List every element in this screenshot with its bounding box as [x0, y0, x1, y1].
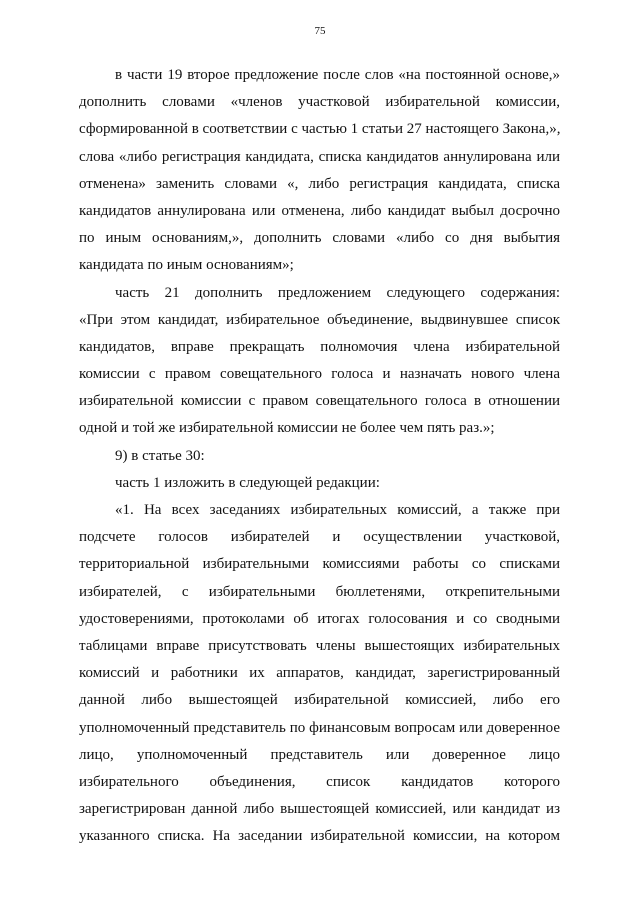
text-line: подсчете голосов избирателей и осуществлении участковой, — [79, 529, 560, 546]
paragraph-part-21 — [79, 280, 560, 443]
text-line: территориальной избирательными комиссиями работы со списками — [79, 556, 560, 573]
text-line: удостоверениями, протоколами об итогах голосования и со сводными — [79, 610, 560, 627]
text-line: отменена» заменить словами «, либо регистрация кандидата, списка — [79, 175, 560, 192]
document-body — [79, 62, 560, 850]
text-line: избирательного объединения, список кандидатов которого — [79, 773, 560, 790]
text-line: «При этом кандидат, избирательное объединение, выдвинувшее список — [79, 311, 560, 328]
paragraph-part-19 — [79, 62, 560, 280]
paragraph-part-1-text — [79, 497, 560, 850]
text-line: комиссии с правом совещательного голоса и назначать нового члена — [79, 366, 560, 383]
text-line: зарегистрирован данной либо вышестоящей комиссией, или кандидат из — [79, 801, 560, 818]
text-line: кандидатов аннулирована или отменена, либо кандидат выбыл досрочно — [79, 202, 560, 219]
text-line: в части 19 второе предложение после слов «на постоянной основе,» — [115, 67, 560, 83]
text-line: дополнить словами «членов участковой избирательной комиссии, — [79, 94, 560, 111]
text-line: часть 1 изложить в следующей редакции: — [115, 474, 380, 491]
text-line: часть 21 дополнить предложением следующего содержания: — [115, 284, 560, 301]
paragraph-article-30-heading — [79, 443, 560, 470]
text-line: комиссий и работники их аппаратов, кандидат, зарегистрированный — [79, 665, 560, 682]
text-line: избирательной комиссии с правом совещательного голоса в отношении — [79, 393, 560, 410]
text-line: 9) в статье 30: — [115, 447, 205, 464]
text-line: одной и той же избирательной комиссии не более чем пять раз.»; — [79, 420, 495, 437]
text-line: указанного списка. На заседании избирательной комиссии, на котором — [79, 828, 560, 845]
text-line: слова «либо регистрация кандидата, списка кандидатов аннулирована или — [79, 148, 560, 165]
text-line: кандидатов, вправе прекращать полномочия члена избирательной — [79, 338, 560, 355]
text-line: уполномоченный представитель по финансовым вопросам или доверенное — [79, 719, 560, 736]
text-line: лицо, уполномоченный представитель или доверенное лицо — [79, 746, 560, 763]
text-line: сформированной в соответствии с частью 1 статьи 27 настоящего Закона,», — [79, 121, 561, 138]
text-line: данной либо вышестоящей избирательной комиссией, либо его — [79, 692, 560, 709]
text-line: таблицами вправе присутствовать члены вышестоящих избирательных — [79, 637, 560, 654]
text-line: по иным основаниям,», дополнить словами «либо со дня выбытия — [79, 230, 560, 247]
text-line: «1. На всех заседаниях избирательных комиссий, а также при — [115, 502, 560, 518]
paragraph-part-1-intro — [79, 470, 560, 497]
text-line: избирателей, с избирательными бюллетенями, открепительными — [79, 583, 560, 600]
page-number: 75 — [314, 25, 326, 37]
text-line: кандидата по иным основаниям»; — [79, 257, 294, 274]
